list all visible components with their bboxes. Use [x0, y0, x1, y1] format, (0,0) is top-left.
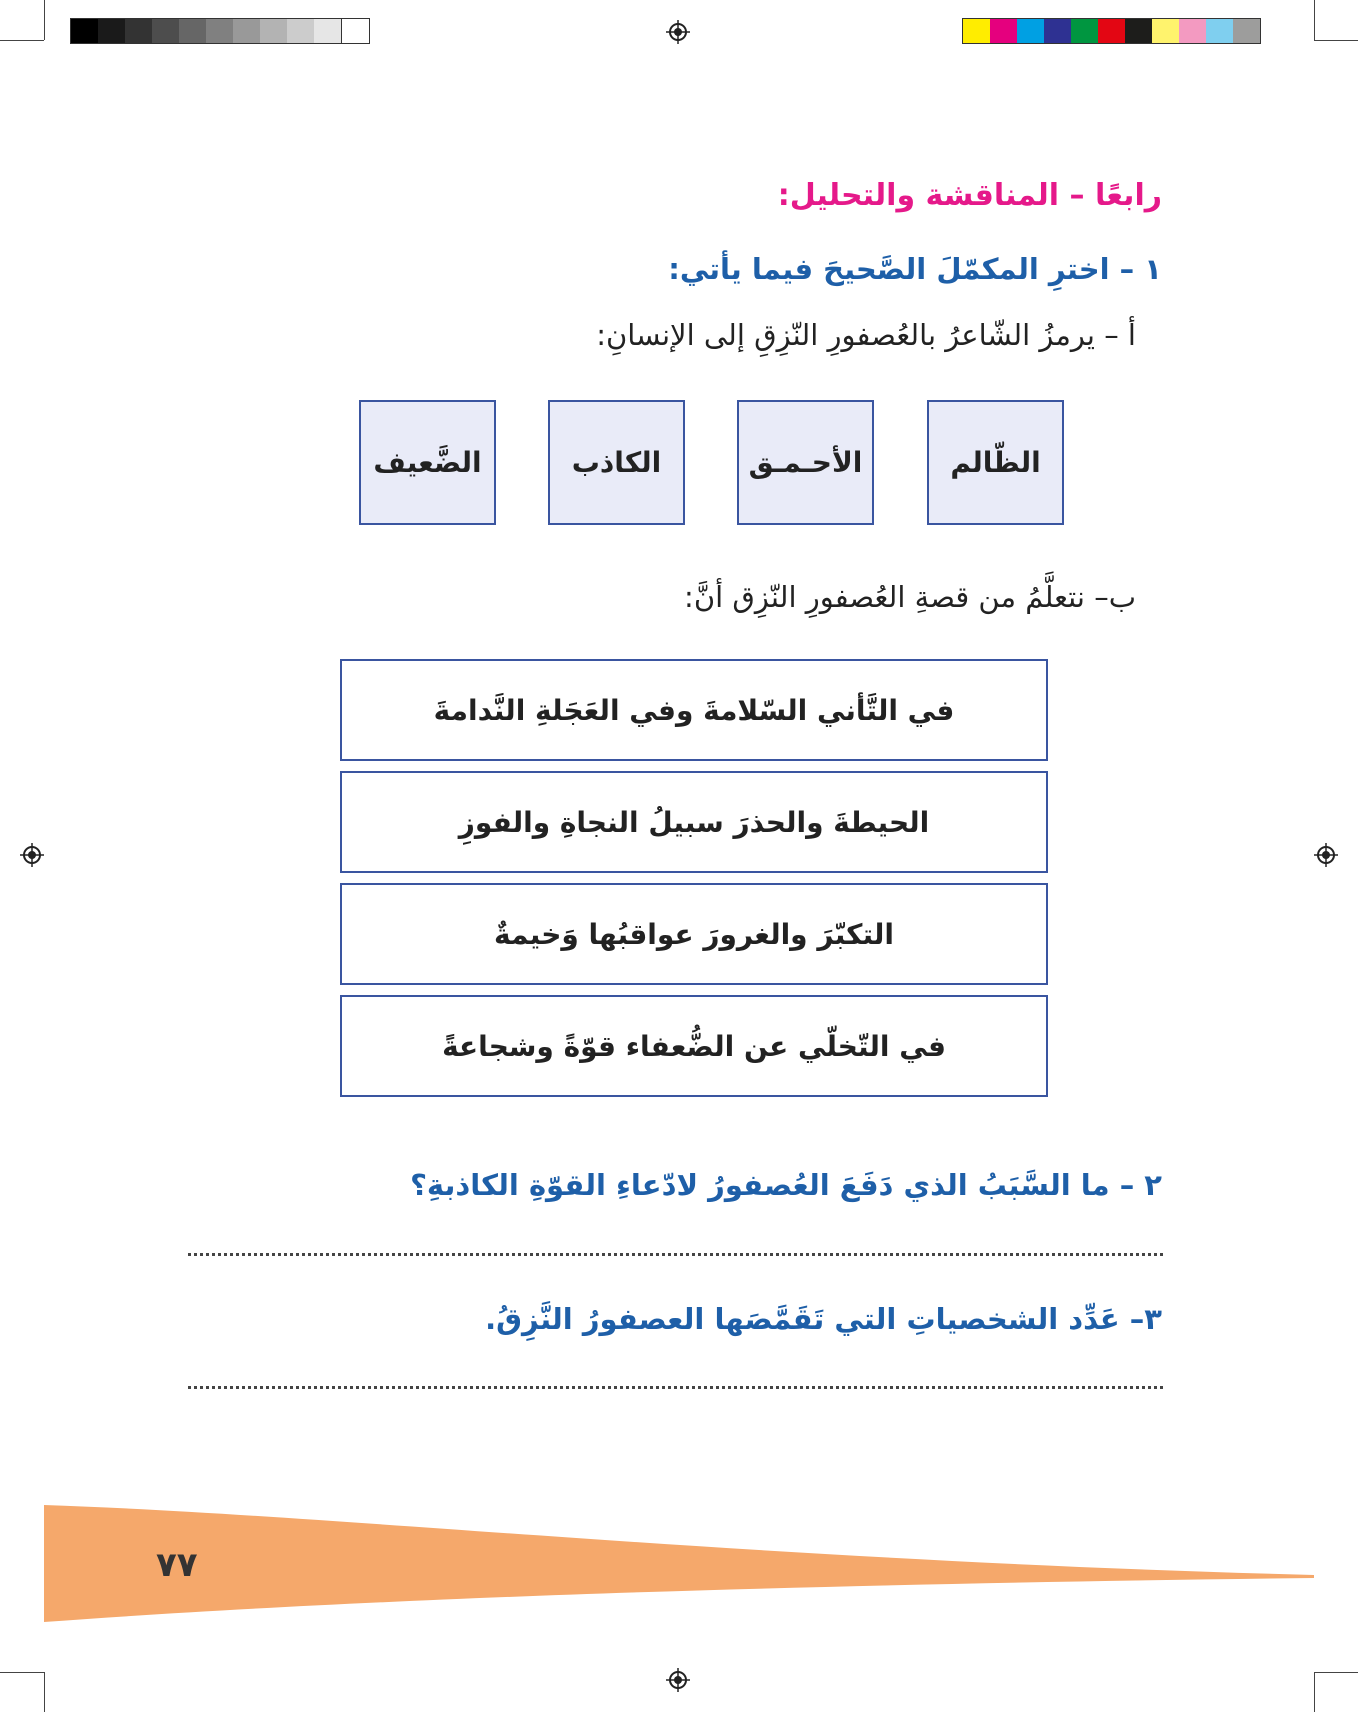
question-3: ٣– عَدِّد الشخصياتِ التي تَقَمَّصَها العصفورُ النَّزِقُ. — [485, 1302, 1162, 1336]
page-number: ٧٧ — [156, 1545, 198, 1585]
calibration-swatch — [1044, 19, 1071, 43]
calibration-swatch — [98, 19, 125, 43]
statement-box-1[interactable]: في التَّأني السّلامةَ وفي العَجَلةِ النَّدامةَ — [340, 659, 1048, 761]
calibration-swatch — [1071, 19, 1098, 43]
calibration-swatch — [990, 19, 1017, 43]
statement-box-2[interactable]: الحيطةَ والحذرَ سبيلُ النجاةِ والفوزِ — [340, 771, 1048, 873]
statement-box-4[interactable]: في التّخلّي عن الضُّعفاء قوّةً وشجاعةً — [340, 995, 1048, 1097]
calibration-swatch — [1125, 19, 1152, 43]
grayscale-calibration-bar — [70, 18, 370, 44]
calibration-swatch — [152, 19, 179, 43]
crop-mark — [1314, 40, 1358, 41]
calibration-swatch — [1233, 19, 1260, 43]
calibration-swatch — [206, 19, 233, 43]
calibration-swatch — [341, 19, 369, 43]
calibration-swatch — [287, 19, 314, 43]
calibration-swatch — [963, 19, 990, 43]
option-box-3[interactable]: الكاذب — [548, 400, 685, 525]
calibration-swatch — [125, 19, 152, 43]
section-title: رابعًا – المناقشة والتحليل: — [777, 178, 1162, 213]
answer-line-2[interactable] — [188, 1253, 1163, 1256]
calibration-swatch — [179, 19, 206, 43]
calibration-swatch — [1098, 19, 1125, 43]
crop-mark — [1314, 0, 1315, 40]
option-box-4[interactable]: الضَّعيف — [359, 400, 496, 525]
calibration-swatch — [260, 19, 287, 43]
option-box-1[interactable]: الظّالم — [927, 400, 1064, 525]
registration-mark-icon — [666, 20, 690, 44]
calibration-swatch — [233, 19, 260, 43]
registration-mark-icon — [1314, 843, 1338, 867]
crop-mark — [44, 1672, 45, 1712]
crop-mark — [44, 0, 45, 40]
color-calibration-bar — [962, 18, 1261, 44]
statement-box-3[interactable]: التكبّرَ والغرورَ عواقبُها وَخيمةٌ — [340, 883, 1048, 985]
crop-mark — [1314, 1672, 1315, 1712]
footer-swoosh-decoration — [44, 1505, 1314, 1622]
answer-line-3[interactable] — [188, 1386, 1163, 1389]
question-2: ٢ – ما السَّبَبُ الذي دَفَعَ العُصفورُ لادّعاءِ القوّةِ الكاذبةِ؟ — [410, 1168, 1162, 1202]
registration-mark-icon — [666, 1668, 690, 1692]
calibration-swatch — [1206, 19, 1233, 43]
calibration-swatch — [1017, 19, 1044, 43]
crop-mark — [1314, 1672, 1358, 1673]
calibration-swatch — [1179, 19, 1206, 43]
calibration-swatch — [314, 19, 341, 43]
option-box-2[interactable]: الأحـمـق — [737, 400, 874, 525]
crop-mark — [0, 1672, 44, 1673]
registration-mark-icon — [20, 843, 44, 867]
question-1a-prompt: أ – يرمزُ الشّاعرُ بالعُصفورِ النّزِقِ إلى الإنسانِ: — [596, 318, 1136, 352]
calibration-swatch — [71, 19, 98, 43]
calibration-swatch — [1152, 19, 1179, 43]
crop-mark — [0, 40, 44, 41]
question-1b-prompt: ب– نتعلَّمُ من قصةِ العُصفورِ النّزِق أنَّ: — [684, 580, 1136, 614]
question-1-title: ١ – اخترِ المكمّلَ الصَّحيحَ فيما يأتي: — [668, 252, 1162, 286]
